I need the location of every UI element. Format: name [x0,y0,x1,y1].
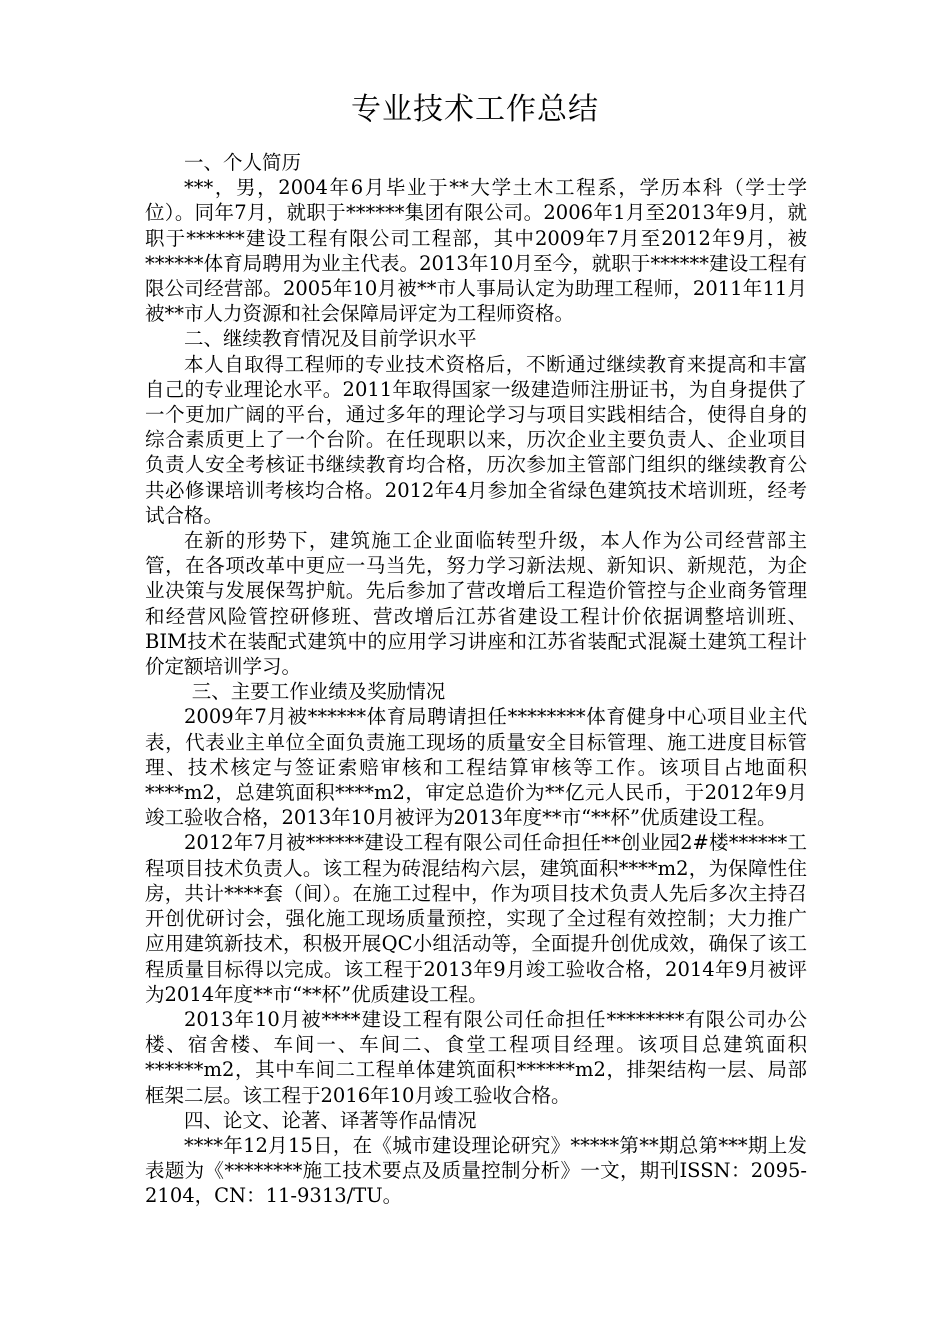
section-heading-publications: 四、论文、论著、译著等作品情况 [184,1108,477,1132]
paragraph-education-1: 本人自取得工程师的专业技术资格后，不断通过继续教育来提高和丰富自己的专业理论水平。2011年取得国家一级建造师注册证书，为自身提供了一个更加广阔的平台，通过多年的理论学习与项目实践相结合，使得自身的综合素质更上了一个台阶。在任现职以来，历次企业主要负责人、企业项目负责人安全考核证书继续教育均合格，历次参加主管部门组织的继续教育公共必修课培训考核均合格。2012年4月参加全省绿色建筑技术培训班，经考试合格。 [145,352,807,527]
section-heading-achievements: 三、主要工作业绩及奖励情况 [191,680,446,704]
paragraph-publications: ****年12月15日，在《城市建设理论研究》*****第**期总第***期上发表题为《********施工技术要点及质量控制分析》一文，期刊ISSN：2095-2104，CN：11-9313/TU。 [145,1133,807,1208]
paragraph-achievement-2: 2012年7月被******建设工程有限公司任命担任**创业园2#楼******工程项目技术负责人。该工程为砖混结构六层，建筑面积****m2，为保障性住房，共计****套（间）。在施工过程中，作为项目技术负责人先后多次主持召开创优研讨会，强化施工现场质量预控，实现了全过程有效控制；大力推广应用建筑新技术，积极开展QC小组活动等，全面提升创优成效，确保了该工程质量目标得以完成。该工程于2013年9月竣工验收合格，2014年9月被评为2014年度**市“**杯”优质建设工程。 [145,831,807,1006]
paragraph-resume: ***，男，2004年6月毕业于**大学土木工程系，学历本科（学士学位）。同年7月，就职于******集团有限公司。2006年1月至2013年9月，就职于******建设工程有限公司工程部，其中2009年7月至2012年9月，被******体育局聘用为业主代表。2013年10月至今，就职于******建设工程有限公司经营部。2005年10月被**市人事局认定为助理工程师，2011年11月被**市人力资源和社会保障局评定为工程师资格。 [145,176,807,326]
section-heading-resume: 一、个人简历 [184,151,302,174]
paragraph-achievement-1: 2009年7月被******体育局聘请担任********体育健身中心项目业主代表，代表业主单位全面负责施工现场的质量安全目标管理、施工进度目标管理、技术核定与签证索赔审核和工程结算审核等工作。该项目占地面积****m2，总建筑面积****m2，审定总造价为**亿元人民币，于2012年9月竣工验收合格，2013年10月被评为2013年度**市“**杯”优质建设工程。 [145,705,807,830]
page-title: 专业技术工作总结 [351,92,599,127]
section-heading-education: 二、继续教育情况及目前学识水平 [184,327,477,351]
paragraph-education-2: 在新的形势下，建筑施工企业面临转型升级，本人作为公司经营部主管，在各项改革中更应一马当先，努力学习新法规、新知识、新规范，为企业决策与发展保驾护航。先后参加了营改增后工程造价管控与企业商务管理和经营风险管控研修班、营改增后江苏省建设工程计价依据调整培训班、BIM技术在装配式建筑中的应用学习讲座和江苏省装配式混凝土建筑工程计价定额培训学习。 [145,529,807,679]
paragraph-achievement-3: 2013年10月被****建设工程有限公司任命担任********有限公司办公楼、宿舍楼、车间一、车间二、食堂工程项目经理。该项目总建筑面积******m2，其中车间二工程单体建筑面积******m2，排架结构一层、局部框架二层。该工程于2016年10月竣工验收合格。 [145,1007,807,1107]
document-body [145,150,807,1209]
